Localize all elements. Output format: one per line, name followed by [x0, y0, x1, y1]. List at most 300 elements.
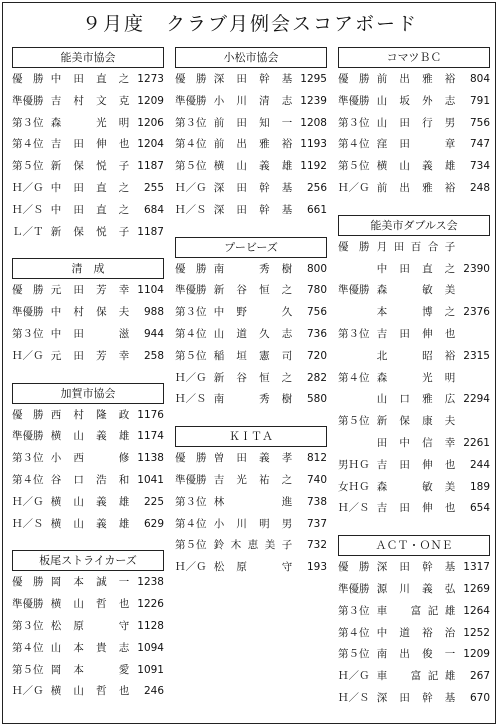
- player-name: 小 川 明 男: [213, 517, 293, 530]
- player-name: 岡 本 誠 一: [50, 576, 130, 589]
- club-header: 能美市協会: [12, 47, 164, 68]
- rank-label: Ｈ／Ｓ: [338, 691, 370, 704]
- result-row: [175, 448, 327, 470]
- result-row: [338, 498, 490, 520]
- score-value: 2261: [463, 436, 490, 449]
- player-name: 車 富 記 雄: [376, 670, 456, 683]
- rank-label: 優 勝: [175, 452, 207, 465]
- player-name: 新 保 悦 子: [50, 225, 130, 238]
- player-name: 山 道 久 志: [213, 327, 293, 340]
- result-row: [175, 178, 327, 200]
- club-section: [175, 426, 327, 579]
- club-header: コマツＢＣ: [338, 47, 490, 68]
- score-value: 1094: [137, 641, 164, 654]
- player-name: 新 谷 恒 之: [213, 371, 293, 384]
- rank-label: Ｈ／Ｓ: [12, 517, 44, 530]
- rank-label: 第３位: [12, 327, 44, 340]
- rank-label: 優 勝: [175, 73, 207, 85]
- result-row: [338, 134, 490, 156]
- score-value: 780: [306, 284, 327, 297]
- rank-label: 準優勝: [12, 598, 44, 611]
- rank-label: Ｈ／Ｇ: [175, 561, 207, 574]
- result-row: [12, 470, 164, 492]
- result-row: [338, 688, 490, 710]
- rank-label: 優 勝: [338, 73, 370, 85]
- score-value: 1091: [137, 663, 164, 676]
- rank-label: 準優勝: [12, 94, 44, 107]
- player-name: 新 谷 恒 之: [213, 284, 293, 297]
- rank-label: 優 勝: [12, 408, 44, 421]
- rank-label: 優 勝: [12, 576, 44, 589]
- score-value: [462, 237, 490, 259]
- player-name: 前 田 知 一: [213, 116, 293, 129]
- player-name: 小 西 修: [50, 452, 130, 465]
- result-row: [12, 594, 164, 616]
- player-name: 稲 垣 憲 司: [213, 349, 293, 362]
- rank-label: 第３位: [12, 619, 44, 632]
- score-value: 225: [143, 495, 164, 508]
- score-value: 670: [469, 691, 490, 704]
- result-row: [338, 411, 490, 433]
- score-value: 791: [469, 94, 490, 107]
- score-value: 944: [143, 327, 164, 340]
- club-header: プービーズ: [175, 237, 327, 258]
- result-row: [12, 346, 164, 368]
- player-name: 南 秀 樹: [213, 262, 293, 275]
- result-row: [175, 368, 327, 390]
- result-row: [12, 113, 164, 135]
- score-value: 193: [306, 561, 327, 574]
- result-row: [338, 433, 490, 455]
- rank-label: Ｌ／Ｔ: [12, 225, 44, 238]
- player-name: 中 田 直 之: [50, 181, 130, 194]
- rank-label: 第３位: [12, 116, 44, 129]
- player-name: 窪 田 章: [376, 138, 456, 151]
- player-name: 横 山 義 雄: [213, 160, 293, 173]
- rank-label: 第４位: [12, 641, 44, 654]
- rank-label: 第３位: [338, 116, 370, 129]
- rank-label: Ｈ／Ｇ: [12, 349, 44, 362]
- result-row: [12, 426, 164, 448]
- score-value: 988: [143, 306, 164, 319]
- result-row: [12, 572, 164, 594]
- result-row: [12, 91, 164, 113]
- rank-label: 優 勝: [175, 262, 207, 275]
- score-value: 1209: [137, 94, 164, 107]
- score-value: 1192: [300, 160, 327, 173]
- rank-label: [338, 259, 376, 281]
- score-value: [462, 280, 490, 302]
- result-row: [175, 514, 327, 536]
- result-row: [12, 200, 164, 222]
- score-value: 2315: [463, 349, 490, 362]
- club-section: [175, 47, 327, 222]
- score-value: 1104: [137, 284, 164, 297]
- score-value: [462, 368, 490, 390]
- rank-label: 第５位: [12, 663, 44, 676]
- player-name: 新 保 康 夫: [376, 415, 456, 428]
- score-value: 737: [306, 517, 327, 530]
- result-row: [338, 346, 490, 368]
- player-name: 森 光 明: [376, 371, 456, 384]
- score-value: 1187: [137, 225, 164, 238]
- club-section: [338, 215, 490, 520]
- player-name: 深 田 幹 基: [213, 203, 293, 216]
- player-name: 月 田 百 合 子: [376, 240, 456, 253]
- result-row: [12, 280, 164, 302]
- player-name: 中 村 保 夫: [50, 306, 130, 319]
- rank-label: 第４位: [338, 371, 370, 384]
- rank-label: Ｈ／Ｇ: [12, 495, 44, 508]
- player-name: 中 田 直 之: [50, 203, 130, 216]
- result-row: [175, 134, 327, 156]
- result-row: [175, 280, 327, 302]
- player-name: 深 田 幹 基: [213, 181, 293, 194]
- player-name: 北 昭 裕: [376, 349, 456, 362]
- rank-label: 第４位: [175, 138, 207, 151]
- result-row: [338, 644, 490, 666]
- rank-label: [338, 433, 376, 455]
- score-value: 738: [306, 495, 327, 508]
- rank-label: 準優勝: [338, 94, 370, 107]
- result-row: [175, 302, 327, 324]
- player-name: 林 進: [213, 495, 293, 508]
- rank-label: 第５位: [338, 415, 370, 428]
- score-value: 2390: [463, 262, 490, 275]
- score-value: 189: [469, 480, 490, 493]
- player-name: 吉 田 伸 也: [376, 458, 456, 471]
- rank-label: 女ＨＧ: [338, 480, 370, 493]
- player-name: 岡 本 愛: [50, 663, 130, 676]
- rank-label: 第３位: [175, 306, 207, 319]
- rank-label: 第４位: [175, 327, 207, 340]
- player-name: 吉 光 祐 之: [213, 473, 293, 486]
- rank-label: 第５位: [175, 160, 207, 173]
- player-name: 山 坂 外 志: [376, 94, 456, 107]
- rank-label: 準優勝: [175, 473, 207, 486]
- score-value: 654: [469, 502, 490, 515]
- player-name: 前 出 雅 裕: [213, 138, 293, 151]
- player-name: 車 富 記 雄: [376, 604, 456, 617]
- player-name: 南 出 俊 一: [376, 648, 456, 661]
- score-value: 736: [306, 327, 327, 340]
- rank-label: 第３位: [175, 116, 207, 129]
- club-section: [338, 47, 490, 200]
- result-row: [12, 681, 164, 703]
- rank-label: Ｈ／Ｇ: [338, 670, 370, 683]
- column-1: [12, 47, 164, 718]
- rank-label: Ｈ／Ｇ: [175, 181, 207, 194]
- rank-label: 第５位: [175, 349, 207, 362]
- score-value: 1174: [137, 430, 164, 443]
- result-row: [12, 448, 164, 470]
- result-row: [12, 405, 164, 427]
- result-row: [12, 492, 164, 514]
- rank-label: Ｈ／Ｓ: [12, 203, 44, 216]
- score-value: 248: [469, 181, 490, 194]
- rank-label: Ｈ／Ｇ: [175, 371, 207, 384]
- player-name: 森 光 明: [50, 116, 130, 129]
- score-value: 258: [143, 349, 164, 362]
- rank-label: 第５位: [338, 648, 370, 661]
- player-name: 中 道 裕 治: [376, 626, 456, 639]
- score-value: 720: [306, 349, 327, 362]
- player-name: 横 山 哲 也: [50, 685, 130, 698]
- player-name: 谷 口 浩 和: [50, 473, 130, 486]
- rank-label: 第３位: [12, 452, 44, 465]
- rank-label: 第３位: [175, 495, 207, 508]
- rank-label: 第４位: [12, 473, 44, 486]
- rank-label: 準優勝: [338, 284, 370, 297]
- player-name: 横 山 義 雄: [376, 160, 456, 173]
- score-value: 734: [469, 160, 490, 173]
- score-value: 1269: [463, 582, 490, 595]
- player-name: 深 田 幹 基: [376, 561, 456, 574]
- result-row: [175, 346, 327, 368]
- result-row: [338, 237, 490, 259]
- player-name: 横 山 義 雄: [50, 430, 130, 443]
- player-name: 森 敏 美: [376, 480, 456, 493]
- score-value: 1206: [137, 116, 164, 129]
- score-value: 747: [469, 138, 490, 151]
- score-value: 661: [306, 203, 327, 216]
- rank-label: 第５位: [175, 539, 207, 552]
- page-title: ９月度 クラブ月例会スコアボード: [81, 13, 418, 35]
- rank-label: Ｈ／Ｓ: [175, 203, 207, 216]
- result-row: [175, 69, 327, 91]
- player-name: 中 田 直 之: [376, 262, 456, 275]
- result-row: [175, 324, 327, 346]
- result-row: [12, 638, 164, 660]
- player-name: 前 出 雅 裕: [376, 73, 456, 85]
- score-value: 2294: [463, 393, 490, 406]
- score-value: 1252: [463, 626, 490, 639]
- club-header: 小松市協会: [175, 47, 327, 68]
- rank-label: 準優勝: [12, 306, 44, 319]
- score-value: 800: [306, 262, 327, 275]
- result-row: [12, 134, 164, 156]
- result-row: [12, 302, 164, 324]
- player-name: 山 田 行 男: [376, 116, 456, 129]
- result-row: [175, 470, 327, 492]
- club-section: [338, 535, 490, 710]
- score-value: 282: [306, 371, 327, 384]
- result-row: [338, 579, 490, 601]
- rank-label: Ｈ／Ｇ: [12, 685, 44, 698]
- result-row: [338, 69, 490, 91]
- player-name: 元 田 芳 幸: [50, 284, 130, 297]
- score-value: 756: [469, 116, 490, 129]
- player-name: 元 田 芳 幸: [50, 349, 130, 362]
- result-row: [338, 389, 490, 411]
- result-row: [338, 601, 490, 623]
- rank-label: [338, 389, 376, 411]
- result-row: [175, 113, 327, 135]
- player-name: 森 敏 美: [376, 284, 456, 297]
- result-row: [338, 477, 490, 499]
- score-value: 256: [306, 181, 327, 194]
- rank-label: Ｈ／Ｓ: [175, 393, 207, 406]
- score-value: 1208: [300, 116, 327, 129]
- result-row: [175, 91, 327, 113]
- player-name: 鈴 木 恵 美 子: [213, 539, 293, 552]
- result-row: [12, 222, 164, 244]
- score-value: 1204: [137, 138, 164, 151]
- result-row: [175, 492, 327, 514]
- score-value: 812: [306, 452, 327, 465]
- score-value: 255: [143, 181, 164, 194]
- result-row: [338, 113, 490, 135]
- rank-label: Ｈ／Ｇ: [12, 181, 44, 194]
- rank-label: 優 勝: [338, 240, 370, 253]
- player-name: 吉 村 文 克: [50, 94, 130, 107]
- score-value: 684: [143, 203, 164, 216]
- score-value: 580: [306, 393, 327, 406]
- player-name: 横 山 義 雄: [50, 517, 130, 530]
- player-name: 小 川 清 志: [213, 94, 293, 107]
- rank-label: 第４位: [338, 138, 370, 151]
- player-name: 深 田 幹 基: [213, 73, 293, 85]
- result-row: [338, 623, 490, 645]
- result-row: [175, 156, 327, 178]
- player-name: 中 田 直 之: [50, 73, 130, 85]
- result-row: [12, 660, 164, 682]
- rank-label: 優 勝: [338, 561, 370, 574]
- club-header: ＫＩＴＡ: [175, 426, 327, 447]
- score-value: 267: [469, 670, 490, 683]
- score-value: 1187: [137, 160, 164, 173]
- player-name: 田 中 信 幸: [376, 436, 456, 449]
- rank-label: 第４位: [175, 517, 207, 530]
- player-name: 松 原 守: [213, 561, 293, 574]
- player-name: 山 口 雅 広: [376, 393, 456, 406]
- rank-label: 準優勝: [175, 94, 207, 107]
- score-value: [462, 411, 490, 433]
- result-row: [338, 156, 490, 178]
- score-value: 1226: [137, 598, 164, 611]
- player-name: 吉 田 伸 也: [376, 502, 456, 515]
- score-value: 1193: [300, 138, 327, 151]
- rank-label: 優 勝: [12, 284, 44, 297]
- rank-label: 優 勝: [12, 73, 44, 85]
- result-row: [12, 324, 164, 346]
- result-row: [12, 616, 164, 638]
- score-value: 1176: [137, 408, 164, 421]
- result-row: [338, 324, 490, 346]
- score-value: 1209: [463, 648, 490, 661]
- result-row: [338, 368, 490, 390]
- result-row: [338, 666, 490, 688]
- score-value: 1128: [137, 619, 164, 632]
- score-value: 1317: [463, 561, 490, 574]
- score-value: 1239: [300, 94, 327, 107]
- rank-label: 準優勝: [12, 430, 44, 443]
- club-header: 板尾ストライカーズ: [12, 550, 164, 571]
- result-row: [338, 178, 490, 200]
- player-name: 本 博 之: [376, 306, 456, 319]
- score-value: 244: [469, 458, 490, 471]
- rank-label: 第５位: [12, 160, 44, 173]
- player-name: 南 秀 樹: [213, 393, 293, 406]
- result-row: [338, 91, 490, 113]
- result-row: [338, 557, 490, 579]
- rank-label: 準優勝: [338, 582, 370, 595]
- result-row: [175, 389, 327, 411]
- result-row: [12, 69, 164, 91]
- rank-label: [338, 346, 376, 368]
- club-section: [175, 237, 327, 412]
- score-value: 1238: [137, 576, 164, 589]
- result-row: [12, 178, 164, 200]
- player-name: 松 原 守: [50, 619, 130, 632]
- rank-label: 第３位: [338, 604, 370, 617]
- player-name: 山 本 貴 志: [50, 641, 130, 654]
- player-name: 横 山 義 雄: [50, 495, 130, 508]
- result-row: [338, 280, 490, 302]
- rank-label: [338, 302, 376, 324]
- rank-label: 第５位: [338, 160, 370, 173]
- player-name: 源 川 義 弘: [376, 582, 456, 595]
- result-row: [175, 259, 327, 281]
- score-value: 1264: [463, 604, 490, 617]
- score-value: 740: [306, 473, 327, 486]
- result-row: [12, 514, 164, 536]
- rank-label: Ｈ／Ｇ: [338, 181, 370, 194]
- result-row: [175, 557, 327, 579]
- rank-label: 第３位: [338, 327, 370, 340]
- player-name: 新 保 悦 子: [50, 160, 130, 173]
- column-2: [175, 47, 327, 594]
- result-row: [338, 302, 490, 324]
- score-value: 1273: [137, 73, 164, 85]
- club-header: ＡＣＴ・ＯＮＥ: [338, 535, 490, 556]
- club-header: 清 成: [12, 258, 164, 279]
- score-value: 756: [306, 306, 327, 319]
- score-value: 246: [143, 685, 164, 698]
- club-section: [12, 258, 164, 367]
- club-section: [12, 383, 164, 536]
- rank-label: 第４位: [338, 626, 370, 639]
- player-name: 横 山 哲 也: [50, 598, 130, 611]
- result-row: [338, 455, 490, 477]
- score-value: 1041: [137, 473, 164, 486]
- column-3: [338, 47, 490, 725]
- result-row: [12, 156, 164, 178]
- scoreboard-page: [2, 2, 496, 724]
- score-value: 1295: [300, 73, 327, 85]
- result-row: [175, 200, 327, 222]
- player-name: 吉 田 伸 也: [376, 327, 456, 340]
- score-value: 732: [306, 539, 327, 552]
- score-value: 629: [143, 517, 164, 530]
- score-value: 2376: [463, 306, 490, 319]
- club-section: [12, 47, 164, 243]
- player-name: 吉 田 伸 也: [50, 138, 130, 151]
- result-row: [175, 535, 327, 557]
- player-name: 西 村 隆 政: [50, 408, 130, 421]
- club-section: [12, 550, 164, 703]
- player-name: 中 野 久: [213, 306, 293, 319]
- rank-label: 男ＨＧ: [338, 458, 370, 471]
- rank-label: 第４位: [12, 138, 44, 151]
- score-value: 1138: [137, 452, 164, 465]
- club-header: 加賀市協会: [12, 383, 164, 404]
- rank-label: Ｈ／Ｓ: [338, 502, 370, 515]
- rank-label: 準優勝: [175, 284, 207, 297]
- score-value: 804: [469, 73, 490, 85]
- score-value: [462, 324, 490, 346]
- player-name: 中 田 滋: [50, 327, 130, 340]
